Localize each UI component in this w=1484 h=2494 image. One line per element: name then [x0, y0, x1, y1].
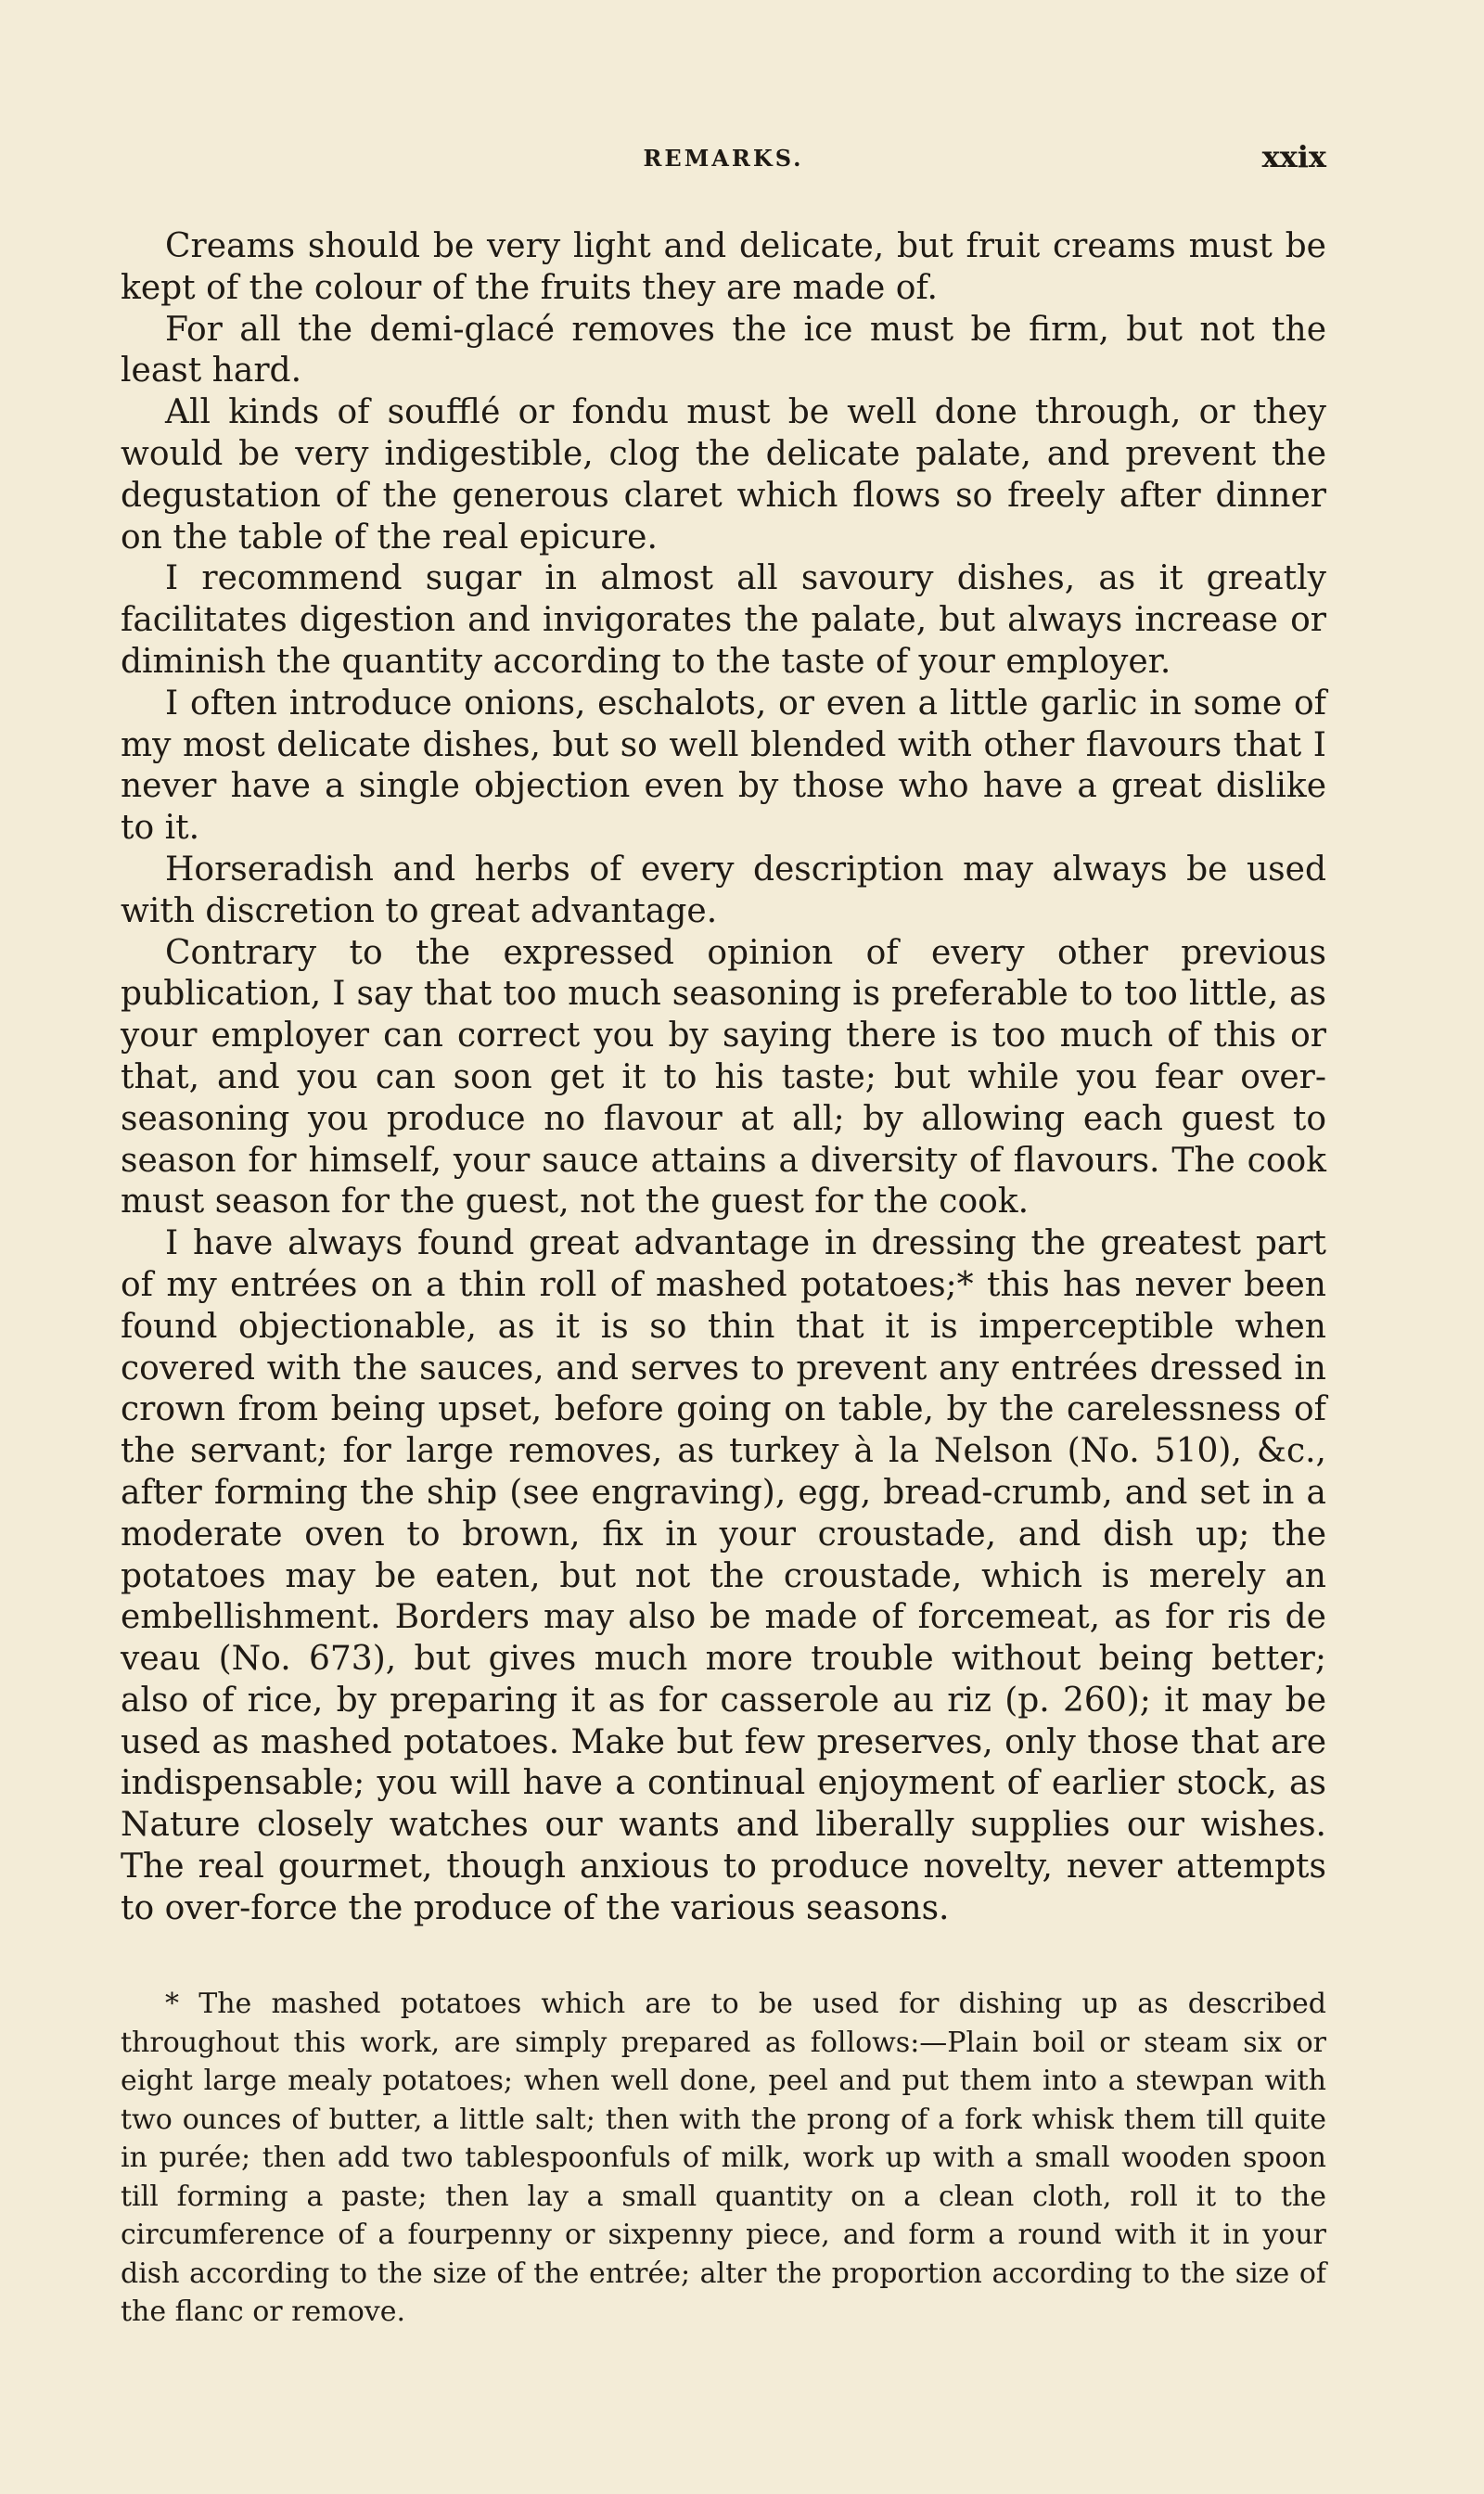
paragraph: I have always found great advantage in dressing the greatest part of my entrées on a thin roll of mashed potatoes;* this has never been found objectionable, as it is so thin that it is imperceptible when covered with the sauces, and serves to prevent any entrées dressed in crown from being upset, before going on table, by the carelessness of the servant; for large removes, as turkey à la Nelson (No. 510), &c., after forming the ship (see engraving), egg, bread-crumb, and set in a moderate oven to brown, fix in your croustade, and dish up; the potatoes may be eaten, but not the croustade, which is merely an embellishment. Borders may also be made of forcemeat, as for ris de veau (No. 673), but gives much more trouble without being better; also of rice, by preparing it as for casserole au riz (p. 260); it may be used as mashed potatoes. Make but few preserves, only those that are indispensable; you will have a continual enjoyment of earlier stock, as Nature closely watches our wants and liberally supplies our wishes. The real gourmet, though anxious to produce novelty, never attempts to over-force the produce of the various seasons.: [121, 1224, 1326, 1927]
paragraph: For all the demi-glacé removes the ice must be firm, but not the least hard.: [121, 310, 1326, 390]
body-text: [121, 226, 1326, 1930]
paragraph: Contrary to the expressed opinion of every other previous publication, I say that too much seasoning is preferable to too little, as your employer can correct you by saying there is too much of this or that, and you can soon get it to his taste; but while you fear over-seasoning you produce no flavour at all; by allowing each guest to season for himself, your sauce attains a diversity of flavours. The cook must season for the guest, not the guest for the cook.: [121, 933, 1326, 1221]
running-head: REMARKS.: [643, 145, 804, 172]
footnote-text: * The mashed potatoes which are to be used for dishing up as described throughout this work, are simply prepared as follows:—Plain boil or steam six or eight large mealy potatoes; when well done, peel and put them into a stewpan with two ounces of butter, a little salt; then with the prong of a fork whisk them till quite in purée; then add two tablespoonfuls of milk, work up with a small wooden spoon till forming a paste; then lay a small quantity on a clean cloth, roll it to the circumference of a fourpenny or sixpenny piece, and form a round with it in your dish according to the size of the entrée; alter the proportion according to the size of the flanc or remove.: [121, 1988, 1326, 2328]
footnote: [121, 1985, 1326, 2332]
page-number: xxix: [1261, 139, 1326, 174]
paragraph: Horseradish and herbs of every description may always be used with discretion to great advantage.: [121, 850, 1326, 930]
paragraph: I recommend sugar in almost all savoury dishes, as it greatly facilitates digestion and invigorates the palate, but always increase or diminish the quantity according to the taste of your employer.: [121, 559, 1326, 681]
paragraph: Creams should be very light and delicate, but fruit creams must be kept of the colour of the fruits they are made of.: [121, 227, 1326, 307]
page-header: [121, 139, 1326, 185]
paragraph: I often introduce onions, eschalots, or even a little garlic in some of my most delicate dishes, but so well blended with other flavours that I never have a single objection even by those who have a great dislike to it.: [121, 684, 1326, 848]
paragraph: All kinds of soufflé or fondu must be well done through, or they would be very indigestible, clog the delicate palate, and prevent the degustation of the generous claret which flows so freely after dinner on the table of the real epicure.: [121, 393, 1326, 556]
